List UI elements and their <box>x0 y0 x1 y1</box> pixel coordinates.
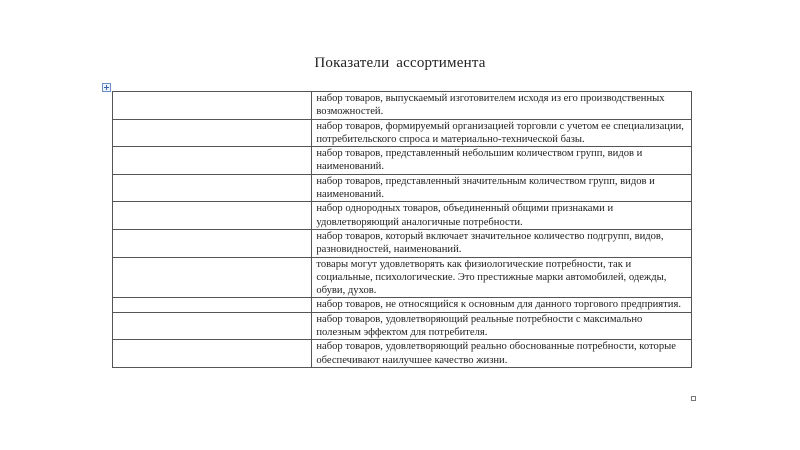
term-cell[interactable] <box>113 202 312 230</box>
term-cell[interactable] <box>113 119 312 147</box>
definition-cell[interactable]: набор товаров, удовлетворяющий реальные потребности с максимально полезным эффектом для потребителя. <box>312 312 692 340</box>
term-cell[interactable] <box>113 298 312 312</box>
definition-cell[interactable]: набор товаров, не относящийся к основным для данного торгового предприятия. <box>312 298 692 312</box>
table-row <box>113 147 692 175</box>
table-row <box>113 229 692 257</box>
table-move-handle-icon[interactable] <box>102 83 111 92</box>
term-cell[interactable] <box>113 312 312 340</box>
term-cell[interactable] <box>113 257 312 298</box>
definition-cell[interactable]: набор товаров, который включает значительное количество подгрупп, видов, разновидностей, наименований. <box>312 229 692 257</box>
table-row <box>113 174 692 202</box>
table-row <box>113 119 692 147</box>
definition-cell[interactable]: набор однородных товаров, объединенный общими признаками и удовлетворяющий аналогичные потребности. <box>312 202 692 230</box>
document-title: Показатели ассортимента <box>314 55 486 71</box>
term-cell[interactable] <box>113 229 312 257</box>
assortment-table <box>112 91 692 368</box>
term-cell[interactable] <box>113 174 312 202</box>
definition-cell[interactable]: товары могут удовлетворять как физиологические потребности, так и социальные, психологические. Это престижные марки автомобилей, одежды, обуви, духов. <box>312 257 692 298</box>
term-cell[interactable] <box>113 340 312 368</box>
table-body <box>113 92 692 368</box>
table-row <box>113 257 692 298</box>
table-resize-handle[interactable] <box>691 396 696 401</box>
table-row <box>113 202 692 230</box>
definition-cell[interactable]: набор товаров, представленный небольшим количеством групп, видов и наименований. <box>312 147 692 175</box>
definition-cell[interactable]: набор товаров, формируемый организацией торговли с учетом ее специализации, потребительского спроса и материально-технической базы. <box>312 119 692 147</box>
definition-cell[interactable]: набор товаров, представленный значительным количеством групп, видов и наименований. <box>312 174 692 202</box>
definition-cell[interactable]: набор товаров, удовлетворяющий реально обоснованные потребности, которые обеспечивают наилучшее качество жизни. <box>312 340 692 368</box>
table-row <box>113 340 692 368</box>
table-row <box>113 298 692 312</box>
term-cell[interactable] <box>113 147 312 175</box>
table-row <box>113 312 692 340</box>
term-cell[interactable] <box>113 92 312 120</box>
definition-cell[interactable]: набор товаров, выпускаемый изготовителем исходя из его производственных возможностей. <box>312 92 692 120</box>
table-row <box>113 92 692 120</box>
